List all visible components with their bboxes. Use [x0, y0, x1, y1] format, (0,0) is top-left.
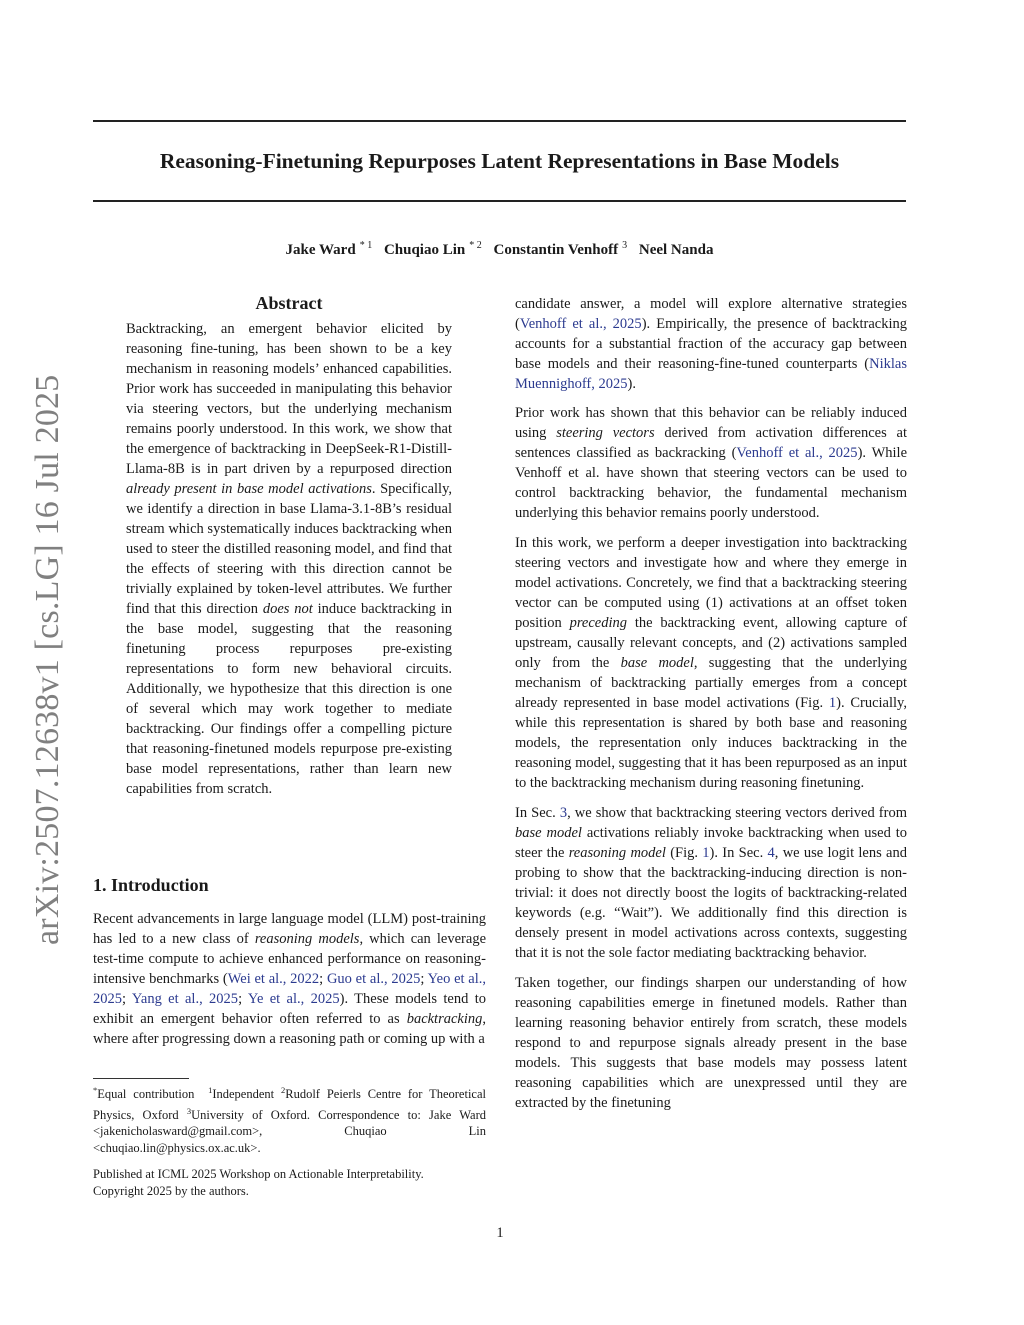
footnote-rule — [93, 1078, 189, 1079]
page-number: 1 — [496, 1225, 504, 1241]
abstract-text: Backtracking, an emergent behavior elicited by reasoning fine-tuning, has been shown to be a key mechanism in reasoning models’ enhanced capabilities. Prior work has succeeded in manipulating this behavior via steering vectors, but the underlying mechanism remains poorly understood. In this work, we show that the emergence of backtracking in DeepSeek-R1-Distill-Llama-8B is in part driven by a repurposed direction already present in base model activations. Specifically, we identify a direction in base Llama-3.1-8B’s residual stream which systematically induces backtracking when used to steer the distilled reasoning model, and find that the effects of steering with this direction cannot be trivially explained by token-level attributes. We further find that this direction does not induce backtracking in the base model, suggesting that the reasoning finetuning process repurposes pre-existing representations to form new behavioral circuits. Additionally, we hypothesize that this direction is one of several which may work together to mediate backtracking. Our findings offer a compelling picture that reasoning-finetuned models repurpose pre-existing base model representations, rather than learn new capabilities from scratch. — [126, 321, 453, 797]
section-link[interactable]: 3 — [559, 805, 568, 821]
publication-note: Published at ICML 2025 Workshop on Actionable Interpretability. Copyright 2025 by the authors. — [93, 1167, 424, 1198]
paragraph: In this work, we perform a deeper investigation into backtracking steering vectors and investigate how and where they emerge in model activations. Concretely, we find that a backtracking steering vector can be computed using (1) activations at an offset token position preceding the backtracking event, allowing capture of upstream, causally relevant concepts, and (2) activations sampled only from the base model, suggesting that the underlying mechanism of backtracking partially emerges from a concept already represented in base model activations (Fig. 1). Crucially, while this representation is shared by both base and reasoning models, the representation only induces backtracking in the reasoning model, suggesting that it has been repurposed as an input to the backtracking mechanism during reasoning finetuning. — [515, 535, 908, 791]
title-rule-top — [93, 120, 906, 122]
paragraph: Prior work has shown that this behavior can be reliably induced using steering vectors derived from activation differences at sentences classified as backracking (Venhoff et al., 2025). While Venhoff et al. have shown that steering vectors can be used to control backtracking behavior, the fundamental mechanism underlying this behavior remains poorly understood. — [515, 405, 908, 521]
citation-link[interactable]: Niklas Muennighoff, 2025 — [515, 356, 907, 392]
section-link[interactable]: 4 — [767, 845, 775, 861]
citation-link[interactable]: Venhoff et al., 2025 — [736, 445, 858, 461]
paragraph: candidate answer, a model will explore alternative strategies (Venhoff et al., 2025). Empirically, the presence of backtracking accounts for a substantial fraction of the accuracy gap between base models and their reasoning-fine-tuned counterparts (Niklas Muennighoff, 2025). — [515, 296, 908, 392]
figure-link[interactable]: 1 — [828, 695, 837, 711]
author: Constantin Venhoff $^3$ — [493, 240, 628, 258]
citation-link[interactable]: Ye et al., 2025 — [247, 991, 340, 1007]
citation-link[interactable]: Guo et al., 2025 — [326, 971, 421, 987]
paper-title: Reasoning-Finetuning Repurposes Latent Representations in Base Models — [159, 149, 840, 173]
introduction-heading: 1. Introduction — [93, 875, 209, 895]
author: Chuqiao Lin $^{* 2}$ — [383, 240, 482, 258]
figure-link[interactable]: 1 — [702, 845, 710, 861]
author-list — [93, 236, 906, 260]
citation-link[interactable]: Yeo et al., 2025 — [93, 971, 486, 1007]
citation-link[interactable]: Wei et al., 2022 — [227, 971, 320, 987]
introduction-text: Recent advancements in large language model (LLM) post-training has led to a new class of reasoning models, which can leverage test-time compute to achieve enhanced performance on reasoning-intensive benchmarks (Wei et al., 2022; Guo et al., 2025; Yeo et al., 2025; Yang et al., 2025; Ye et al., 2025). These models tend to exhibit an emergent behavior often referred to as backtracking, where after progressing down a reasoning path or coming up with a — [93, 911, 487, 1047]
paragraph: In Sec. 3, we show that backtracking steering vectors derived from base model activations reliably invoke backtracking when used to steer the reasoning model (Fig. 1). In Sec. 4, we use logit lens and probing to show that the backtracking-inducing direction is non-trivial: it does not directly boost the logits of backtracking-related keywords (e.g. “Wait”). We additionally find this direction is densely present in model activations across contexts, suggesting that it is not the sole factor mediating backtracking behavior. — [515, 805, 908, 961]
arxiv-identifier: arXiv:2507.12638v1 [cs.LG] 16 Jul 2025 — [29, 374, 66, 945]
affiliation-footnote: *Equal contribution $^1$Independent $^2$Rudolf Peierls Centre for Theoretical Physics, Oxford $^3$University of Oxford. Correspondence to: Jake Ward <jakenicholasward@gmail.com>, Chuqiao Lin <chuqiao.lin@physics.ox.ac.uk>. — [93, 1085, 486, 1155]
citation-link[interactable]: Yang et al., 2025 — [131, 991, 239, 1007]
author: Jake Ward $^{* 1}$ — [285, 240, 373, 258]
paragraph: Taken together, our findings sharpen our understanding of how reasoning capabilities emerge in finetuned models. Rather than learning reasoning behavior entirely from scratch, these models respond to and repurpose signals already present in the base models. This suggests that base models may possess latent reasoning capabilities which are unexpressed until they are extracted by the finetuning — [515, 975, 907, 1111]
citation-link[interactable]: Venhoff et al., 2025 — [519, 316, 642, 332]
title-rule-bottom — [93, 200, 906, 202]
right-column — [515, 294, 907, 1123]
abstract-heading: Abstract — [255, 293, 323, 313]
author: Neel Nanda — [638, 242, 714, 258]
